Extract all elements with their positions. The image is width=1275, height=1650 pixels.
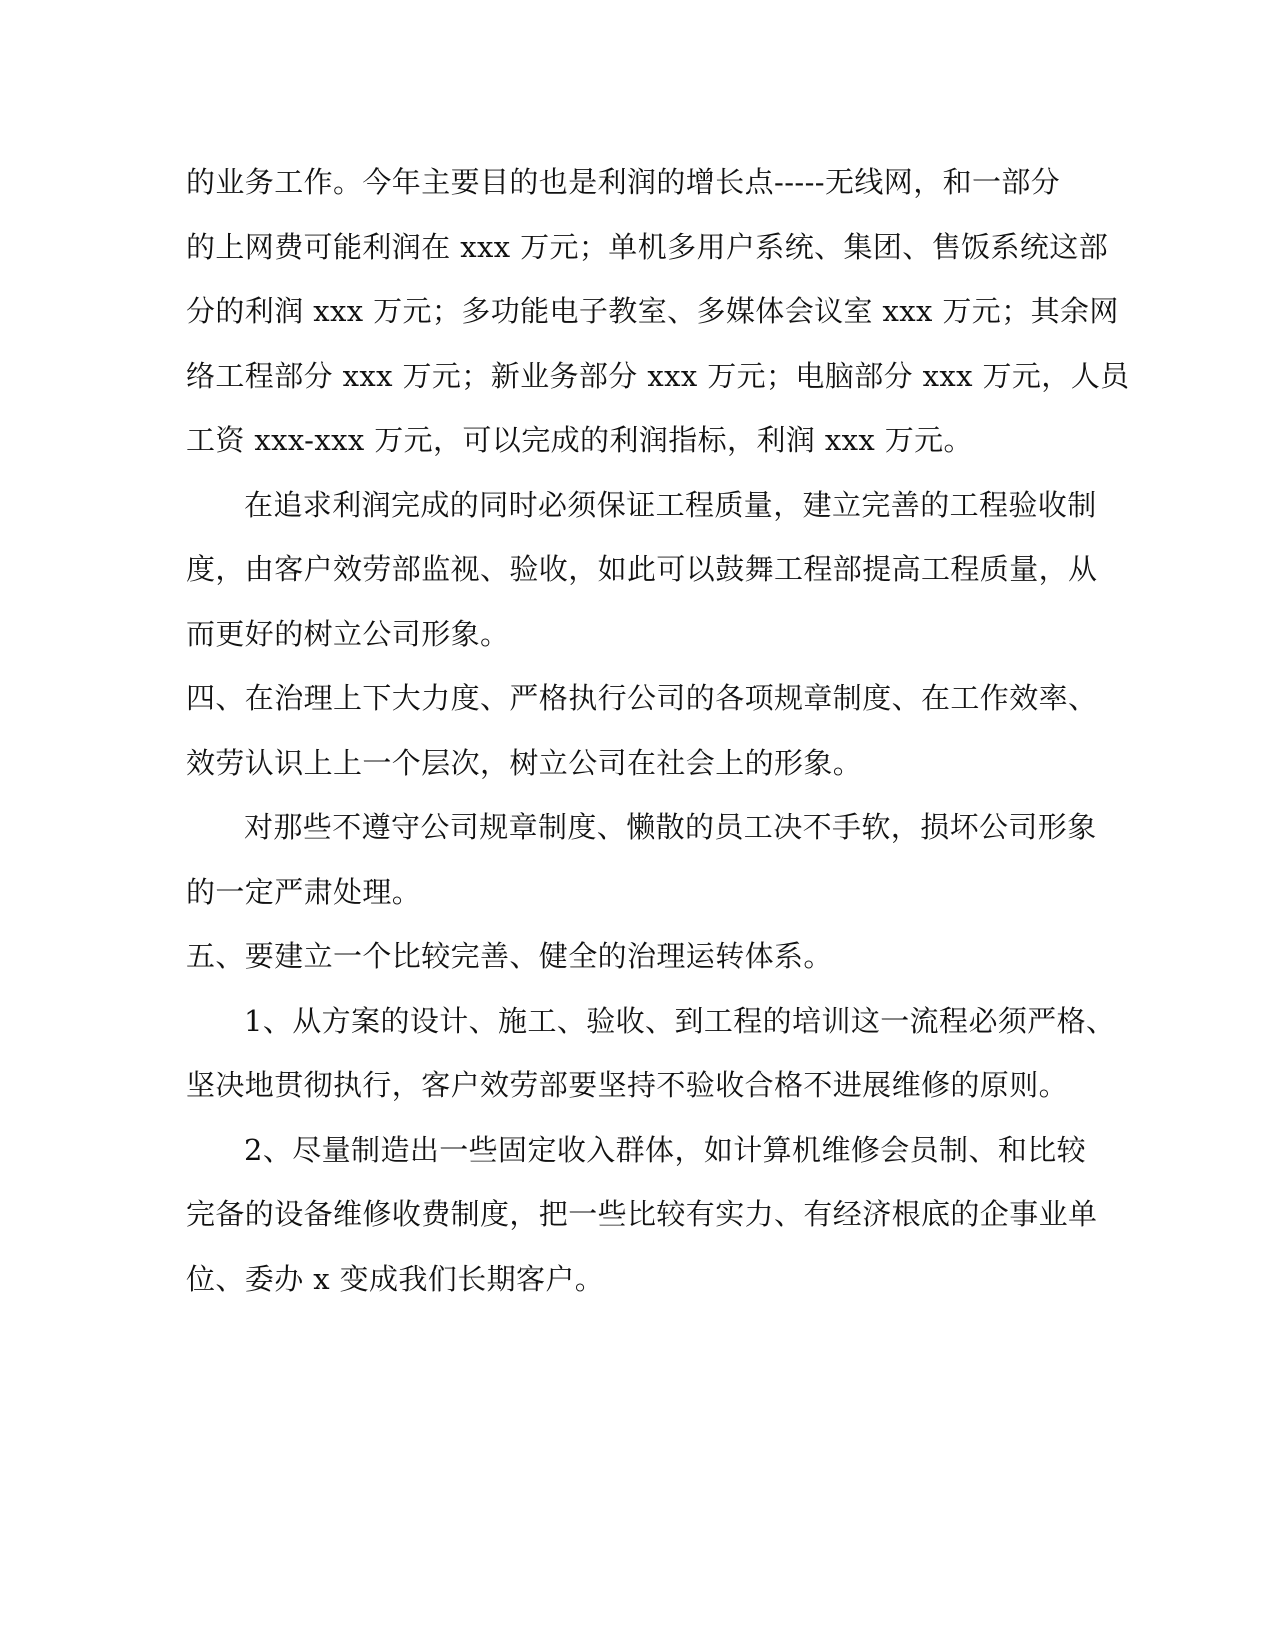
text-line: 的一定严肃处理。	[186, 874, 422, 909]
text-line: 分的利润 xxx 万元；多功能电子教室、多媒体会议室 xxx 万元；其余网	[186, 294, 1119, 328]
text-line: 效劳认识上上一个层次，树立公司在社会上的形象。	[186, 745, 863, 780]
text-line: 工资 xxx-xxx 万元，可以完成的利润指标，利润 xxx 万元。	[186, 423, 973, 457]
text-line: 位、委办 x 变成我们长期客户。	[186, 1261, 605, 1296]
list-item-first-line: 1、从方案的设计、施工、验收、到工程的培训这一流程必须严格、	[244, 1003, 1116, 1038]
text-line: 度，由客户效劳部监视、验收，如此可以鼓舞工程部提高工程质量，从	[186, 552, 1098, 586]
text-line: 而更好的树立公司形象。	[186, 616, 510, 651]
text-line: 的上网费可能利润在 xxx 万元；单机多用户系统、集团、售饭系统这部	[186, 229, 1109, 264]
section-heading: 五、要建立一个比较完善、健全的治理运转体系。	[186, 939, 833, 973]
text-line: 坚决地贯彻执行，客户效劳部要坚持不验收合格不进展维修的原则。	[186, 1068, 1069, 1102]
text-line: 络工程部分 xxx 万元；新业务部分 xxx 万元；电脑部分 xxx 万元，人员	[186, 358, 1130, 393]
section-heading: 四、在治理上下大力度、严格执行公司的各项规章制度、在工作效率、	[186, 681, 1098, 715]
text-line: 的业务工作。今年主要目的也是利润的增长点-----无线网，和一部分	[186, 165, 1061, 199]
paragraph-first-line: 在追求利润完成的同时必须保证工程质量，建立完善的工程验收制	[244, 487, 1097, 522]
paragraph-first-line: 对那些不遵守公司规章制度、懒散的员工决不手软，损坏公司形象	[244, 810, 1097, 844]
text-line: 完备的设备维修收费制度，把一些比较有实力、有经济根底的企事业单	[186, 1197, 1098, 1231]
document-body	[186, 150, 1130, 1311]
list-item-first-line: 2、尽量制造出一些固定收入群体，如计算机维修会员制、和比较	[244, 1132, 1087, 1167]
